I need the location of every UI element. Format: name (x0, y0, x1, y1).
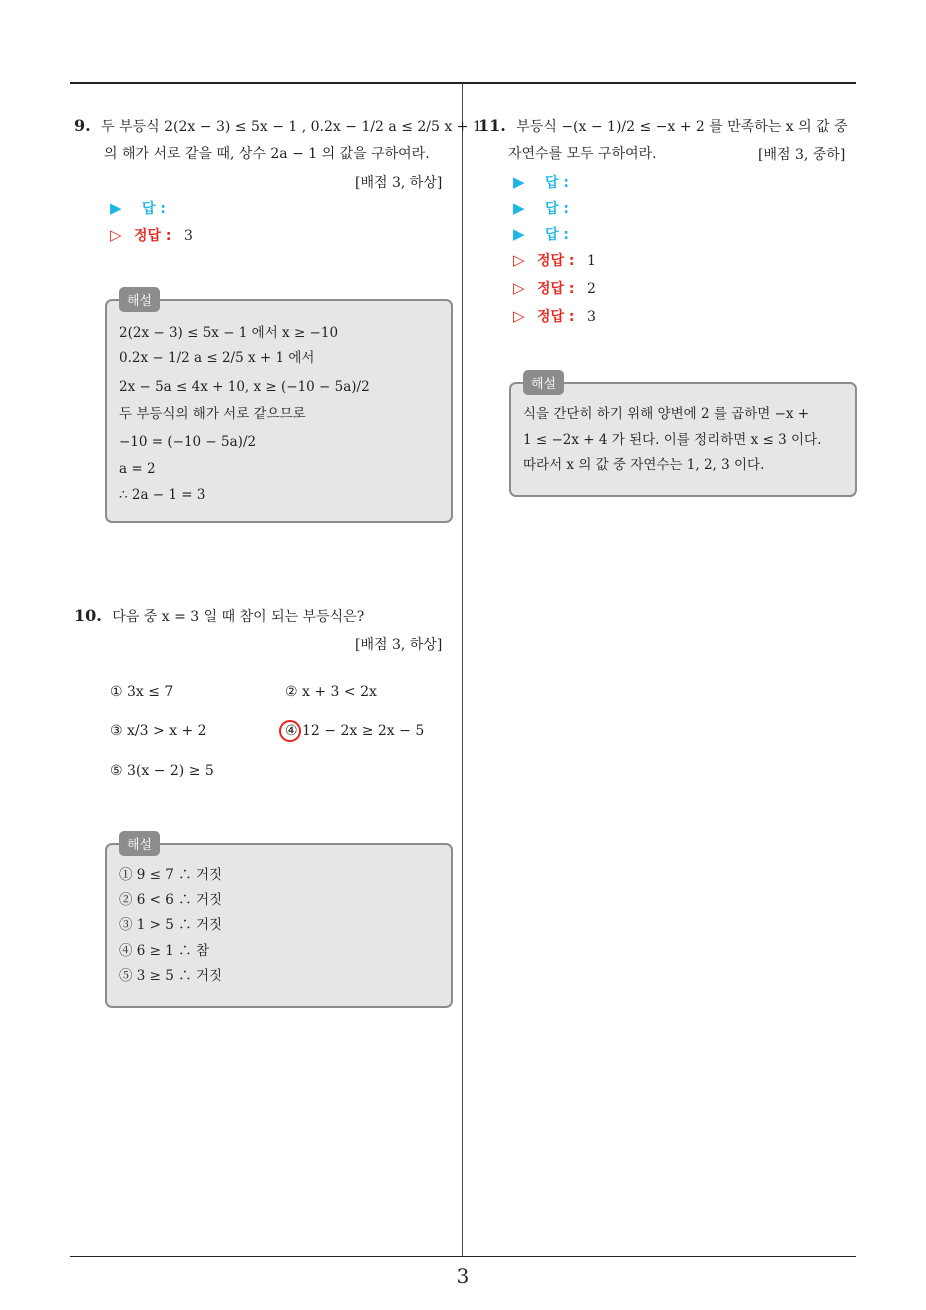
q10-choice-3[interactable]: ③ x/3 > x + 2 (110, 723, 207, 739)
q10-choice-2[interactable]: ② x + 3 < 2x (285, 684, 377, 700)
q9-explanation-line: a = 2 (119, 461, 156, 477)
correct-triangle-icon: ▷ (513, 307, 525, 325)
q10-explanation-line: ③ 1 > 5 ∴ 거짓 (119, 917, 223, 933)
q11-number: 11. (478, 116, 506, 135)
page-number: 3 (456, 1264, 470, 1288)
q11-answer-label: 답 : (545, 227, 569, 243)
answer-triangle-icon: ▶ (513, 173, 525, 191)
q10-explanation-line: ④ 6 ≥ 1 ∴ 참 (119, 943, 209, 959)
q11-correct-value: 3 (586, 309, 596, 325)
q11-explanation-line: 따라서 x 의 값 중 자연수는 1, 2, 3 이다. (523, 457, 765, 473)
answer-triangle-icon: ▶ (513, 199, 525, 217)
bottom-rule (70, 1256, 856, 1257)
correct-triangle-icon: ▷ (513, 279, 525, 297)
q11-line1: 11. 부등식 −(x − 1)/2 ≤ −x + 2 를 만족하는 x 의 값 중 (478, 116, 848, 135)
q9-explanation-line: ∴ 2a − 1 = 3 (119, 487, 206, 503)
q10-explanation-line: ② 6 < 6 ∴ 거짓 (119, 892, 223, 908)
q9-score-tag: [배점 3, 하상] (355, 175, 443, 191)
q9-correct-value: 3 (183, 228, 193, 244)
q10-explanation-box (105, 838, 453, 1008)
q11-score-tag: [배점 3, 중하] (758, 147, 846, 163)
q10-choice-4[interactable]: ④ 12 − 2x ≥ 2x − 5 (285, 723, 425, 739)
q11-answer-label: 답 : (545, 201, 569, 217)
q9-explanation-line: 0.2x − 1/2 a ≤ 2/5 x + 1 에서 (119, 350, 315, 366)
q9-explanation-label: 해설 (119, 287, 160, 312)
q9-explanation-box (105, 294, 453, 523)
q11-answer-row (513, 172, 569, 193)
q9-line1: 9. 두 부등식 2(2x − 3) ≤ 5x − 1 , 0.2x − 1/2 a ≤ 2/5 x + 1 (74, 116, 482, 135)
q11-answer-row (513, 198, 569, 219)
q9-answer-row (110, 198, 166, 219)
q11-correct-row (513, 306, 596, 327)
top-rule (70, 82, 856, 84)
q11-explanation-line: 식을 간단히 하기 위해 양변에 2 를 곱하면 −x + (523, 406, 810, 422)
q11-correct-label: 정답 : (537, 253, 575, 269)
q11-explanation-line: 1 ≤ −2x + 4 가 된다. 이를 정리하면 x ≤ 3 이다. (523, 432, 822, 448)
q9-line2: 의 해가 서로 같을 때, 상수 2a − 1 의 값을 구하여라. (104, 146, 430, 162)
q11-explanation-box (509, 377, 857, 497)
q11-correct-value: 1 (586, 253, 596, 269)
q9-answer-label: 답 : (142, 201, 166, 217)
q10-choice-5[interactable]: ⑤ 3(x − 2) ≥ 5 (110, 763, 214, 779)
q9-explanation-line: 2(2x − 3) ≤ 5x − 1 에서 x ≥ −10 (119, 325, 339, 341)
correct-triangle-icon: ▷ (110, 226, 122, 244)
q11-correct-row (513, 250, 596, 271)
q11-correct-value: 2 (586, 281, 596, 297)
q9-explanation-line: −10 = (−10 − 5a)/2 (119, 434, 257, 450)
q11-correct-row (513, 278, 596, 299)
q11-correct-label: 정답 : (537, 281, 575, 297)
q9-correct-row (110, 225, 193, 246)
q9-explanation-line: 2x − 5a ≤ 4x + 10, x ≥ (−10 − 5a)/2 (119, 379, 370, 395)
q11-answer-row (513, 224, 569, 245)
q11-correct-label: 정답 : (537, 309, 575, 325)
q10-line1: 10. 다음 중 x = 3 일 때 참이 되는 부등식은? (74, 606, 365, 625)
column-divider (462, 83, 463, 1256)
q9-number: 9. (74, 116, 91, 135)
q11-line2: 자연수를 모두 구하여라. (508, 146, 657, 162)
q9-correct-label: 정답 : (134, 228, 172, 244)
q10-explanation-label: 해설 (119, 831, 160, 856)
q9-explanation-line: 두 부등식의 해가 서로 같으므로 (119, 406, 306, 422)
q10-score-tag: [배점 3, 하상] (355, 637, 443, 653)
q10-explanation-line: ⑤ 3 ≥ 5 ∴ 거짓 (119, 968, 223, 984)
correct-triangle-icon: ▷ (513, 251, 525, 269)
q11-answer-label: 답 : (545, 175, 569, 191)
q10-choice-1[interactable]: ① 3x ≤ 7 (110, 684, 174, 700)
answer-triangle-icon: ▶ (513, 225, 525, 243)
answer-triangle-icon: ▶ (110, 199, 122, 217)
q10-number: 10. (74, 606, 102, 625)
q11-explanation-label: 해설 (523, 370, 564, 395)
q10-explanation-line: ① 9 ≤ 7 ∴ 거짓 (119, 867, 223, 883)
